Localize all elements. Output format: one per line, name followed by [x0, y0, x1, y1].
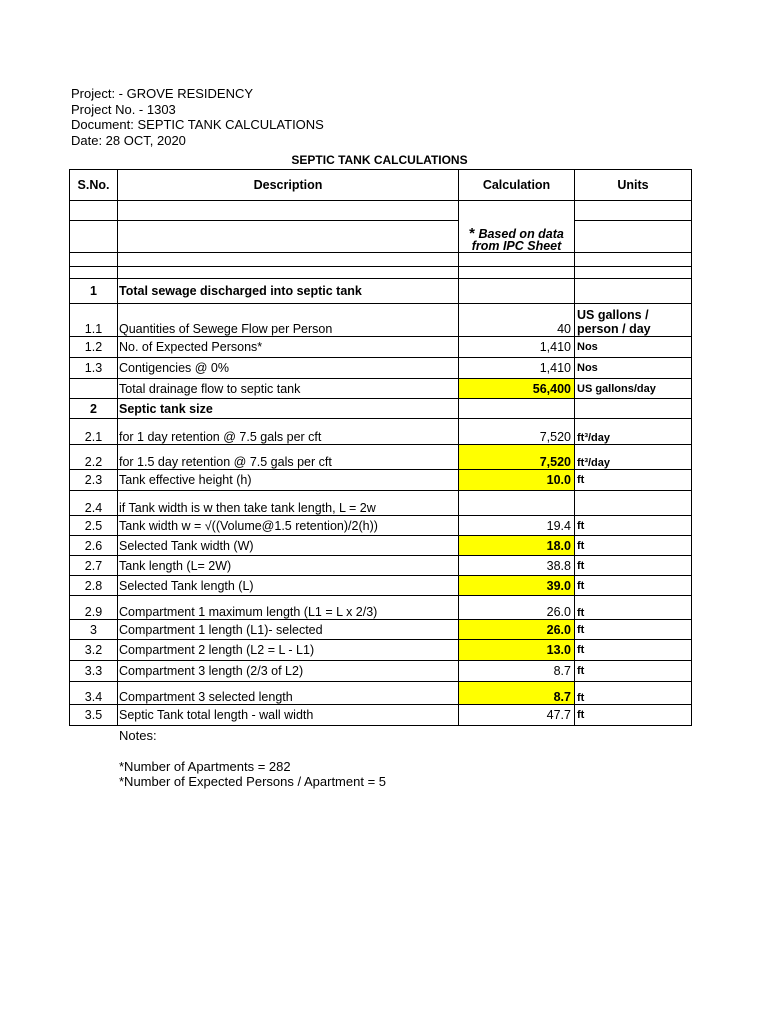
- row-description: Selected Tank length (L): [118, 576, 459, 596]
- row-description: Contigencies @ 0%: [118, 358, 459, 379]
- row-description: for 1 day retention @ 7.5 gals per cft: [118, 419, 459, 445]
- table-title: SEPTIC TANK CALCULATIONS: [291, 153, 468, 167]
- row-sno: 2.2: [70, 445, 118, 470]
- row-sno: 2.4: [70, 491, 118, 516]
- row-sno: 1.3: [70, 358, 118, 379]
- row-sno: 2: [70, 399, 118, 419]
- row-units: ft: [575, 556, 692, 576]
- note-row: [70, 221, 692, 253]
- row-units: ft: [575, 596, 692, 620]
- row-units: ft³/day: [575, 419, 692, 445]
- document-name: Document: SEPTIC TANK CALCULATIONS: [71, 117, 324, 132]
- row-units: ft: [575, 516, 692, 536]
- table-row: [70, 576, 692, 596]
- row-description: Tank width w = √((Volume@1.5 retention)/2(h)): [118, 516, 459, 536]
- row-units: ft: [575, 576, 692, 596]
- row-description: No. of Expected Persons*: [118, 337, 459, 358]
- row-calculation: 18.0: [459, 536, 575, 556]
- note-apartments: *Number of Apartments = 282: [119, 758, 291, 774]
- notes-label: Notes:: [119, 728, 157, 743]
- row-units: [575, 491, 692, 516]
- table-row: [70, 640, 692, 661]
- table-row: [70, 304, 692, 337]
- row-calculation: 26.0: [459, 596, 575, 620]
- row-sno: [70, 379, 118, 399]
- row-sno: 2.9: [70, 596, 118, 620]
- row-description: Compartment 2 length (L2 = L - L1): [118, 640, 459, 661]
- note-persons-per-apartment: *Number of Expected Persons / Apartment = 5: [119, 774, 387, 789]
- project-number: Project No. - 1303: [71, 101, 176, 117]
- row-calculation: 1,410: [459, 358, 575, 379]
- row-units: [575, 399, 692, 419]
- table-row: [70, 491, 692, 516]
- row-description: for 1.5 day retention @ 7.5 gals per cft: [118, 445, 459, 470]
- note-text-2: from IPC Sheet: [471, 239, 562, 253]
- row-sno: 1.1: [70, 304, 118, 337]
- table-row: [70, 682, 692, 705]
- row-description: Total sewage discharged into septic tank: [118, 279, 459, 304]
- row-sno: 2.8: [70, 576, 118, 596]
- table-row: [70, 536, 692, 556]
- row-calculation: [459, 279, 575, 304]
- row-sno: 2.7: [70, 556, 118, 576]
- table-row: [70, 379, 692, 399]
- row-calculation: [459, 491, 575, 516]
- row-units: Nos: [575, 358, 692, 379]
- row-sno: 2.1: [70, 419, 118, 445]
- row-sno: 3: [70, 620, 118, 640]
- row-description: Tank length (L= 2W): [118, 556, 459, 576]
- table-row: [70, 556, 692, 576]
- row-description: Compartment 1 length (L1)- selected: [118, 620, 459, 640]
- row-description: Tank effective height (h): [118, 470, 459, 491]
- row-units: ft: [575, 705, 692, 726]
- row-calculation: [459, 399, 575, 419]
- row-calculation: 7,520: [459, 419, 575, 445]
- row-description: Quantities of Sewege Flow per Person: [118, 304, 459, 337]
- row-sno: 2.6: [70, 536, 118, 556]
- row-calculation: 19.4: [459, 516, 575, 536]
- row-description: Compartment 3 selected length: [118, 682, 459, 705]
- row-sno: 1.2: [70, 337, 118, 358]
- row-calculation: 56,400: [459, 379, 575, 399]
- project-name: Project: - GROVE RESIDENCY: [71, 86, 254, 101]
- row-description: Compartment 1 maximum length (L1 = L x 2/3): [118, 596, 459, 620]
- spacer-row: [70, 267, 692, 279]
- row-units: ft: [575, 661, 692, 682]
- row-description: Septic tank size: [118, 399, 459, 419]
- calculation-table: [69, 169, 692, 726]
- header-description: Description: [118, 170, 459, 201]
- row-sno: 3.4: [70, 682, 118, 705]
- row-calculation: 1,410: [459, 337, 575, 358]
- row-units: ft: [575, 470, 692, 491]
- table-row: [70, 419, 692, 445]
- row-sno: 3.5: [70, 705, 118, 726]
- row-description: Septic Tank total length - wall width: [118, 705, 459, 726]
- row-calculation: 7,520: [459, 445, 575, 470]
- header-row: [70, 170, 692, 201]
- row-units: US gallons/day: [575, 379, 692, 399]
- row-calculation: 39.0: [459, 576, 575, 596]
- row-calculation: 40: [459, 304, 575, 337]
- row-calculation: 38.8: [459, 556, 575, 576]
- row-calculation: 8.7: [459, 682, 575, 705]
- table-row: [70, 596, 692, 620]
- row-sno: 1: [70, 279, 118, 304]
- note-asterisk: *: [469, 225, 475, 242]
- header-calculation: Calculation: [459, 170, 575, 201]
- row-sno: 2.5: [70, 516, 118, 536]
- row-description: Selected Tank width (W): [118, 536, 459, 556]
- table-row: [70, 445, 692, 470]
- table-row: [70, 470, 692, 491]
- row-description: Total drainage flow to septic tank: [118, 379, 459, 399]
- row-sno: 3.3: [70, 661, 118, 682]
- row-units: ft³/day: [575, 445, 692, 470]
- table-row: [70, 516, 692, 536]
- notes-section: [119, 728, 386, 790]
- row-calculation: 10.0: [459, 470, 575, 491]
- row-sno: 3.2: [70, 640, 118, 661]
- row-units: ft: [575, 536, 692, 556]
- table-row: [70, 399, 692, 419]
- table-row: [70, 279, 692, 304]
- header-units: Units: [575, 170, 692, 201]
- row-units: Nos: [575, 337, 692, 358]
- row-sno: 2.3: [70, 470, 118, 491]
- table-row: [70, 358, 692, 379]
- ipc-note: [459, 221, 575, 253]
- table-row: [70, 705, 692, 726]
- row-calculation: 8.7: [459, 661, 575, 682]
- row-units: ft: [575, 640, 692, 661]
- row-units: ft: [575, 682, 692, 705]
- row-description: Compartment 3 length (2/3 of L2): [118, 661, 459, 682]
- spacer-row: [70, 201, 692, 221]
- table-row: [70, 337, 692, 358]
- row-units: US gallons / person / day: [575, 304, 692, 337]
- table-row: [70, 661, 692, 682]
- row-calculation: 47.7: [459, 705, 575, 726]
- row-calculation: 26.0: [459, 620, 575, 640]
- row-units: [575, 279, 692, 304]
- header-sno: S.No.: [70, 170, 118, 201]
- table-row: [70, 620, 692, 640]
- row-units: ft: [575, 620, 692, 640]
- document-header: [71, 86, 324, 148]
- row-description: if Tank width is w then take tank length, L = 2w: [118, 491, 459, 516]
- note-text-1: Based on data: [478, 227, 564, 241]
- document-date: Date: 28 OCT, 2020: [71, 132, 186, 148]
- row-calculation: 13.0: [459, 640, 575, 661]
- spacer-row: [70, 253, 692, 267]
